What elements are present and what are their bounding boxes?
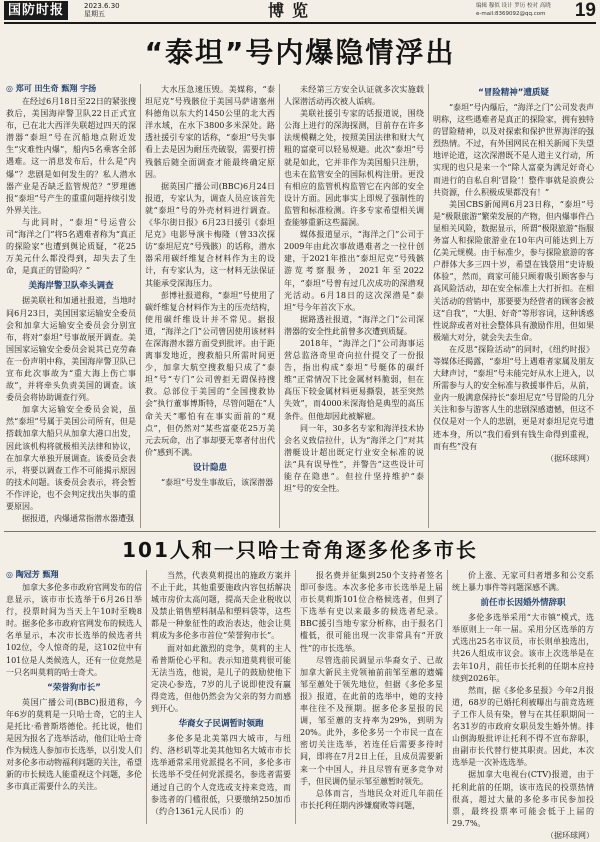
- column-divider: [146, 570, 147, 824]
- article2-paragraph: 加拿大多伦多市政府官网发布的信息显示，该市市长选举于6月26日举行，投票时间为当天上午10时至晚8时。据多伦多市政府官网发布的候选人名单显示，本次市长选举的候选者共102位，令人惊奇的是，这102位中有101位是人类候选人，还有一位竟然是一只名叫莫莉的哈士奇犬。: [6, 583, 142, 677]
- article2-paragraph: 英国广播公司(BBC)报道称，今年6岁的莫莉是一只哈士奇，它的主人是托比·希普斯塔德伦。托比说，他们是因为报名了选举活动，他们让哈士奇作为候选人参加市长选举，以引发人们对多伦多市动物福利问题的关注，希望新的市长候选人能重视这个问题，多伦多市真正需要什么的关注。: [6, 697, 142, 792]
- article1-column-3: [284, 84, 424, 528]
- article2-paragraph: 尽管选前民调显示华裔女子、已故加拿大新民主党领袖前前邹至蕙的遗孀邹至蕙处于领先地位，但据《多伦多星报》报道，在此前的选举中，她的支持率往往不及预期。据多伦多星报的民调，邹至蕙的支持率为29%，到明为20%。此外，多伦多另一个市民一直在密切关注选举，若连任后需要多待时间，即将在7月2日上任，且成员需要新来一个中国人，并且尽管有更多竞争对手，但民调仍显示邹至蕙暂时领先。: [300, 655, 443, 786]
- article1-subheading-3: “冒险精神”遭质疑: [478, 88, 549, 98]
- article2-paragraph: 然而，据《多伦多星报》今年2月报道，68岁的已婚托利被曝出与前竞选班子工作人员有染，曾与在其任职期间一名31岁的市政府女职员发生婚外情。排山倒海般批评让托利不得不宣布辞职，由副市长代替行使其职责。因此，本次选举是一次补选选举。: [452, 685, 594, 768]
- masthead-rule: [4, 22, 596, 24]
- article2-column-2: [151, 570, 291, 824]
- article1-paragraph: 在反思“探险活动”的同时，《纽约时报》等媒体还揭露，“泰坦”号上遇难者家属及朋友大肆声讨，“泰坦”号未能完好从水上进入，以所需参与人的安全标准与救援事件后，从前，业内一般满意保持长“泰坦尼克”号冒险的几分关注和参与游客人生的悲剧深感遗憾，但这不仅仅是对一个人的悲剧，更是对泰坦尼克号遗迹本身，所以“我们看到有钱生命得到重视，而有些”没有: [433, 344, 594, 451]
- article-separator: [4, 531, 596, 532]
- article1-column-1: [6, 82, 136, 528]
- article1-paragraph: 大水压急速压毁。美媒称，“泰坦尼克”号残骸位于美国马萨诸塞州科德角以东大约1450公里的北大西洋水域，在水下3800多米深处。路透社援引专家的话称，“泰坦”号失事看上去是因为耐压壳破裂，需要打捞残骸后随全面调查才能最终确定原因。: [145, 85, 275, 179]
- article2-subheading-3: 前任市长因婚外情辞职: [480, 598, 566, 609]
- article2-paragraph: 据加拿大电视台(CTV)报道，由于托利此前的任期，该市选民的投票热情很高，超过大量的多伦多市民参加投票，最终投票率可能会低于上届的29.7%。: [452, 770, 594, 828]
- issue-date-number: 2023.6.30: [84, 2, 120, 10]
- article2-paragraph: 当然，代表莫莉提出的施政方案并不止于此，其他重要施政内容包括解决城市房价太高问题，提高天企业税收以及禁止销售塑料制品和塑料袋等，这些都是一种象征性的政治表达，他会让莫莉成为多伦多市首位“荣誉狗市长”。: [151, 571, 291, 641]
- article2-column-1: [6, 568, 142, 824]
- article2-subheading-2: 华裔女子民调暂时领跑: [178, 719, 264, 730]
- column-divider: [428, 84, 429, 528]
- column-divider: [295, 570, 296, 824]
- article1-paragraph: 彭博社报道称，“泰坦”号使用了碳纤维复合材料作为主的压壳结构，使用碳纤维设计并不常见。据报道，“海洋之门”公司曾因使用该材料在深海潜水器方面受到批评。由于距离事发地近，搜救船只所需时间更少，加拿大航空搜救船只成了“泰坦”号“专门”公司曾拒无谓保持搜救。总部位于美国的“全国搜救协会”执行董事博斯特，尽管问题在“人命关天”哪怕有在事实面前的“观点”，但仍然对“某些富豪花25万美元去玩命，出了事却要无辜者付出代价”感到不满。: [145, 290, 275, 457]
- editor-email: e-mail:8369092@qq.com: [476, 11, 546, 17]
- article2-column-4: [452, 570, 594, 840]
- article2-paragraph: 多伦多是北美第四大城市，与纽约、洛杉矶等北美其他知名大城市市长选举通常采用党派提名不同，多伦多市长选举不受任何党派提名，参选者需要通过自己的个人竞选或支持来竞选，而参选者的门槛很低，只要缴纳250加币（约合1361元人民币）的: [151, 734, 291, 816]
- column-divider: [140, 84, 141, 528]
- issue-date: [84, 2, 120, 18]
- article1-paragraph: 2018年，“海洋之门”公司海事运营总监洛奇里奇向拉什提交了一份报告，指出构成“泰坦”号艇体的碳纤维“正常情况下比金属材料脆弱，但在高压下较金属材料更易撕裂，甚至突然失效”，而4000米深海恰是典型的高压条件。但他却因此被解雇。: [284, 338, 424, 421]
- article2-subheading-1: “荣誉狗市长”: [47, 682, 101, 693]
- article1-paragraph: “泰坦”号发生事故后，该深潜器: [161, 477, 274, 487]
- article1-paragraph: 与此同时，“泰坦”号运营公司“海洋之门”将5名遇难者称为“真正的探险家”也遭到舆论质疑，“花25万美元什么都没得到，却失去了生命，是真正的冒险吗？”: [6, 217, 136, 276]
- section-title: 博览: [268, 1, 317, 20]
- article2-headline: 101人和一只哈士奇角逐多伦多市长: [122, 538, 478, 562]
- article2-paragraph: 价上涨、无家可归者增多和公交系统上暴力事件等问题深感不满。: [452, 571, 594, 593]
- masthead: [0, 0, 600, 22]
- article1-column-4: [433, 84, 594, 528]
- article1-headline: “泰坦”号内爆隐情浮出: [144, 36, 456, 69]
- newspaper-logo: 国防时报: [4, 1, 68, 20]
- article2-paragraph: 总体而言，当地民众对近几年前任市长托利任期内涉嫌腐败等问题，: [300, 788, 443, 810]
- article1-subheading-2: 设计隐患: [192, 462, 227, 473]
- article1-paragraph: 在经过6月18日至22日的紧张搜救后，美国海岸警卫队22日正式宣布，已在北大西洋失联超过四天的深潜器“泰坦”号在沉船地点附近发生“灾难性内爆”，船内5名乘客全部遇难。这一消息发布后，什么是“内爆”？悲剧是如何发生的？私人潜水器产业是否缺乏监管规范？“罗理德报”泰坦”号产生的重重问题持续引发外界关注。: [6, 97, 136, 215]
- article2-paragraph: 多伦多选举采用“大市镇”模式，选举原则上一年一届。采用分区选举的方式选出25名市议员，市长则单独选出，共26人组成市议会。该市上次选举是在去年10月，前任市长托利的任期本应持续到2026年。: [452, 613, 594, 683]
- article2-paragraph: 报名费并征集到250个支持者签名即可参选。本次多伦多市长选举是上届市长莫莉斯101位合格候选者，但到了下选举有史以来最多的候选者纪录。BBC援引当地专家分析称，由于报名门槛低，很可能出现一次非常具有“开放性”的市长选举。: [300, 571, 443, 653]
- article1-byline: ◎ 郑可 田生奇 甄翔 宇扬: [6, 84, 97, 93]
- article2-credit: （据环球网）: [546, 830, 594, 840]
- article1-subheading-1: 美海岸警卫队牵头调查: [28, 281, 114, 292]
- article1-paragraph: 据路透社报道，“海洋之门”公司深潜器的安全性此前曾多次遭到质疑。: [284, 314, 424, 336]
- page-number: 19: [574, 0, 596, 21]
- article1-paragraph: 美联社援引专家的话报道说，围绕公海上进行的深海探测，目前存在许多法规模糊之处，按照美国法律和财大气粗的富豪可以轻易规避。此次“泰坦”号就是如此，它并非作为美国船只注册，也未在监管安全的国际机构注册。更没有相应的监管机构监管它在内部的安全设计方面。因此事实上即规了强制性的监管和标准检测。许多专家希望相关调查能够重新这些漏洞。: [284, 109, 424, 228]
- article1-column-2: [145, 84, 275, 528]
- column-divider: [279, 84, 280, 528]
- article1-credit: （据环球网）: [546, 453, 594, 463]
- article1-paragraph: 据美联社和加通社报道，当地时间6月23日，美国国家运输安全委员会和加拿大运输安全委员会分别宣布，将对“泰坦”号事故展开调查。美国国家运输安全委员会说其已克劳森在一份声明中称，美国海岸警卫队已宣布此次事故为“重大海上伤亡事故”，并将牵头负责美国的调查。该委员会将协助调查行列。: [6, 296, 136, 403]
- editor-names: 编辑 穆似 设计 罗历 校对 高晓: [476, 3, 551, 9]
- editor-credits: [476, 2, 551, 18]
- article2-paragraph: 面对如此激烈的竞争，莫莉的主人希普斯伦心平和。表示知道莫莉很可能无法当选，他说，是儿子的鼓励使他下定决心参选，7岁的儿子说即使没有赢得竞选，但他仍然会为父亲的努力而感到开心。: [151, 643, 291, 714]
- article1-paragraph: 未经第三方安全认证就多次实施载人深潜活动再次被人诟病。: [284, 85, 424, 107]
- article1-paragraph: 据报道，内爆通常指潜水器遭强: [22, 514, 134, 524]
- article1-paragraph: 美国CBS新闻网6月23日称，“泰坦”号是“极限旅游”繁荣发展的产物，但内爆事件凸显相关风险，数据显示，所谓“极限旅游”指服务富人和探险旅游业在10年内可能达到上万亿美元规模。由于标准少，参与探险旅游的客户群体大多三四十岁，希望在钱袋用“史诗般体验”，然而，商家可能只顾着吸引顾客参与高风险活动，却在安全标准上大打折扣。在相关活动的营销中，那要要为经营者的顾客会被这“自我”，“大胆、好奇”等形容词，这种诱惑性说辞或者对社会整体具有激励作用，但如果极端大对分，就会失去生命。: [433, 199, 594, 342]
- column-divider: [447, 570, 448, 824]
- issue-weekday: 星期五: [84, 10, 105, 18]
- article1-paragraph: 加拿大运输安全委员会说，虽然“泰坦”号属于美国公司所有，但是搭载加拿大船只从加拿大港口出发，因此该机构将就极相关法律和协议，在加拿大单独开展调查。该委员会表示，将要以调查工作不可能揭示原因的技术问题。该委员会表示，将会暂不作评论，也不会判定找出失事的重要原因。: [6, 405, 136, 511]
- article2-column-3: [300, 570, 443, 824]
- article1-paragraph: “泰坦”号内爆后，“海洋之门”公司发表声明称，这些遇难者是真正的探险家，拥有独特的冒险精神，以及对探索和保护世界海洋的强烈热情。不过，有外国网民在相关新闻下失望地评论道，这次深潜既不是人道主义行动，所实现的也只是来一个“除人富豪为满足好奇心而进行的自私自利‘冒险’！整件事就是浪费公共资源，什么积极成果都没有！”: [433, 103, 594, 197]
- article1-paragraph: 媒体报道显示，“海洋之门”公司于2009年由此次事故遇难者之一拉什创建，于2021年推出“泰坦尼克”号残骸游览考察服务，2021年至2022年，“泰坦”号曾有过几次成功的深潜观光活动。6月18日的这次深潜是“泰坦”号今年首次下水。: [284, 230, 424, 312]
- article1-paragraph: 同一年，30多名专家和海洋技术协会名义致信拉什，认为“海洋之门”对其潜艇设计超出既定行业安全标准的说法“具有误导性”，并警告“这些设计可能存在隐患”。但拉什坚持维护“泰坦”号的安全性。: [284, 423, 424, 494]
- article2-byline: ◎ 陶冠芳 甄翔: [6, 570, 59, 579]
- article1-paragraph: 据英国广播公司(BBC)6月24日报道，专家认为，调查人员应该首先就“泰坦”号的外壳材料进行调查。《华尔街日报》6月23日援引《泰坦尼克》电影导演卡梅隆（曾33次探访“泰坦尼克”号残骸）的话称，潜水器采用碳纤维复合材料作为主的设计，有专家认为，这一材料无法保证其能承受深海压力。: [145, 181, 275, 288]
